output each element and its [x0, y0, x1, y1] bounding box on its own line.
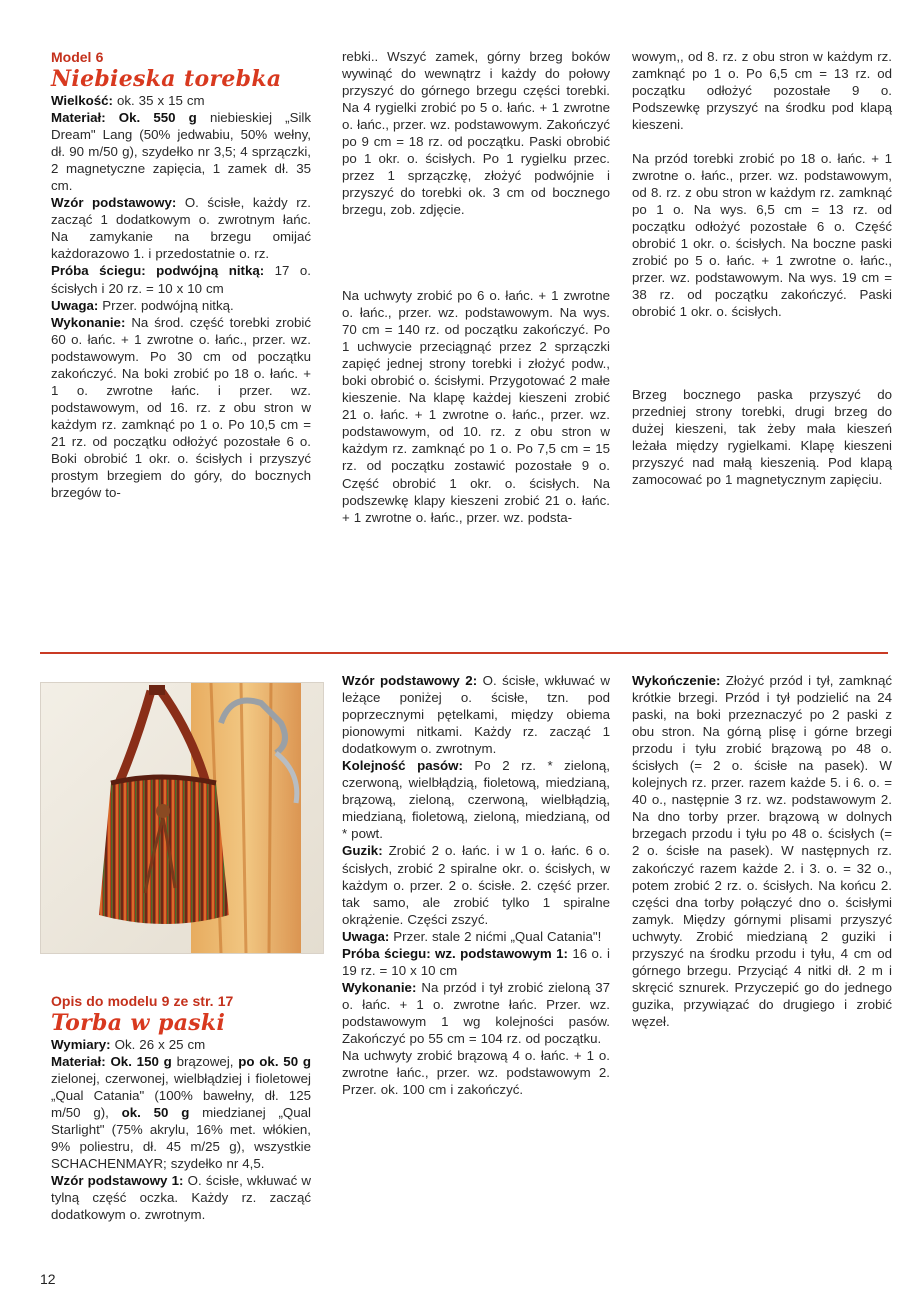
model9-stripe-order: Kolejność pasów: Po 2 rz. * zieloną, czerwoną, wielbłądzią, fioletową, miedzianą, brązową, zieloną, czerwoną, wielbłądzią, miedzianą, fioletową, zieloną, miedzianą, od * powt.	[342, 758, 610, 842]
model6-pattern: Wzór podstawowy: O. ścisłe, każdy rz. zacząć 1 dodatkowym o. zwrotnym łańc. Na zamykanie na brzegu omijać każdorazowo 1. i przedostatnie o. rz.	[51, 195, 311, 262]
model6-label: Model 6	[51, 49, 104, 65]
model6-final	[632, 386, 892, 488]
model9-execution: Wykonanie: Na przód i tył zrobić zieloną 37 o. łańc. + 1 o. zwrotne łańc. Przer. wz. podstawowym 1 wg kolejności pasów. Zakończyć po 55 cm = 104 rz. od początku.	[342, 979, 610, 1046]
model9-gauge: Próba ściegu: wz. podstawowym 1: 16 o. i 19 rz. = 10 x 10 cm	[342, 945, 610, 978]
model6-execution-cont: rebki.. Wszyć zamek, górny brzeg boków wywinąć do wewnątrz i każdy do połowy przyszyć do górnego brzegu części torebki. Na 4 rygielki zrobić po 5 o. łańc. + 1 zwrotne o. łańc., przer. wz. podstawowym. Zakończyć po 9 cm = 18 rz. od początku. Paski obrobić po 1 okr. o. ścisłych. Po 1 rygielku przec. przez 1 sprzączkę, złożyć podwójnie i przyszyć do torebki ok. 3 cm od bocznego brzegu, zob. zdjęcie.	[342, 49, 610, 218]
model9-pattern2: Wzór podstawowy 2: O. ścisłe, wkłuwać w leżące poniżej o. ścisłe, tzn. pod poprzecznymi pętelkami, między obiema pionowymi nitkami. Każdy rz. zacząć 1 dodatkowym o. zwrotnym.	[342, 673, 610, 757]
model9-pattern1: Wzór podstawowy 1: O. ścisłe, wkłuwać w tylną część oczka. Każdy rz. zacząć dodatkowym o. zwrotnym.	[51, 1173, 311, 1223]
model6-execution: Wykonanie: Na środ. część torebki zrobić 60 o. łańc. + 1 zwrotne o. łańc., przer. wz. podstawowym. Po 30 cm od początku zakończyć. Na boki zrobić po 18 o. łańc. + 1 o. zwrotne łańc. i przer. wz. podstawowym, od 16. rz. z obu stron w każdym rz. zamknąć po 1 o. Po 10,5 cm = 21 rz. od początku odłożyć pozostałe 6 o. Boki obrobić 1 okr. o. ścisłych i przyszyć prostym brzegiem do góry, do bocznych brzegów to-	[51, 314, 311, 501]
striped-bag-image	[41, 683, 323, 953]
model9-column-3	[632, 672, 892, 1030]
model6-column-1	[51, 48, 311, 501]
model6-handles-col	[342, 287, 610, 526]
model9-material: Materiał: Ok. 150 g brązowej, po ok. 50 g zielonej, czerwonej, wielbłądziej i fioletowej „Qual Catania" (100% bawełny, dł. 125 m/50 g), ok. 50 g miedzianej „Qual Starlight" (75% akrylu, 16% met. włókien, 9% poliestru, dł. 45 m/25 g), wszystkie SCHACHENMAYR; szydełko nr 4,5.	[51, 1054, 311, 1172]
model6-gauge: Próba ściegu: podwójną nitką: 17 o. ścisłych i 20 rz. = 10 x 10 cm	[51, 263, 311, 296]
model9-finishing: Wykończenie: Złożyć przód i tył, zamknąć krótkie brzegi. Przód i tył podzielić na 24 paski, na boki przeznaczyć po 2 paski z obu stron. Na górną plisę i górne brzegi przodu i tyłu zrobić brązową po 48 o. ścisłych (= 2 o. ścisłe na pasek). W kolejnych rz. przer. razem każde 5. i 6. o. = 40 o., następnie 3 rz. wz. podstawowym 2. Na dno torby przer. brązową w dolnych brzegach przodu i tyłu po 48 o. ścisłych (= 2 o. ścisłe na pasek). W następnych rz. zakończyć razem każde 2. i 3. o. = 32 o., potem zrobić 2 rz. o. ścisłych. Na końcu 2. części dna torby połączyć dno o. ścisłymi zamyk. Między górnymi plisami przyszyć uchwyty. Zrobić miedzianą 2 guziki i przyszyć na środku przodu i tyłu, 4 cm od górnego brzegu. Przyciąć 4 nitki dł. 2 m i skręcić sznurek. Przyczepić go do jednego guzika, przywiązać do drugiego i zrobić węzeł.	[632, 673, 892, 1029]
model6-size: Wielkość: ok. 35 x 15 cm	[51, 93, 205, 108]
model6-column-3	[632, 48, 892, 133]
section-divider	[40, 652, 888, 654]
model6-column-2	[342, 48, 610, 218]
model9-dimensions: Wymiary: Ok. 26 x 25 cm	[51, 1037, 206, 1052]
model6-final-text: Brzeg bocznego paska przyszyć do przedniej strony torebki, drugi brzeg do dużej kieszeni, tak żeby mała kieszeń leżała między rygielkami. Klapę kieszeni przyszyć nad małą kieszenią. Pod klapą zamocować po 1 magnetycznym zapięciu.	[632, 387, 892, 488]
model6-note: Uwaga: Przer. podwójną nitką.	[51, 297, 234, 313]
model9-title: Torba w paski	[51, 1010, 226, 1036]
model6-handles-text: Na uchwyty zrobić po 6 o. łańc. + 1 zwrotne o. łańc., przer. wz. podstawowym. Na wys. 70 cm = 140 rz. od początku zakończyć. Po 1 uchwycie przeciągnąć przez 2 sprzączki zapięć jednej strony torebki i złożyć podw., boki obrobić o. ścisłymi. Przygotować 2 małe kieszenie. Na klapę każdej kieszeni zrobić 21 o. łańc. + 1 zwrotne o. łańc., przer. wz. podstawowym, od 10. rz. z obu stron w każdym rz. zamknąć po 1 o. Po 7,5 cm = 15 rz. od początku zostawić pozostałe 9 o. Część obrobić 1 okr. o. ścisłych. Na podszewkę klapy kieszeni zrobić 21 o. łańc. + 1 zwrotne o. łańc., przer. wz. podsta-	[342, 288, 610, 525]
model9-column-2	[342, 672, 610, 1098]
model6-title: Niebieska torebka	[51, 66, 282, 92]
model6-front	[632, 150, 892, 320]
model9-button: Guzik: Zrobić 2 o. łańc. i w 1 o. łańc. 6 o. ścisłych, zrobić 2 spiralne okr. o. ścisłych, w każdym o. przer. 2 o. ścisłe. 2. część przer. tak samo, ale zrobić tylko 1 spiralne okrążenie. Części zszyć.	[342, 843, 610, 927]
model6-lining-cont: wowym,, od 8. rz. z obu stron w każdym rz. zamknąć po 1 o. Po 6,5 cm = 13 rz. od początku odłożyć pozostałe 9 o. Podszewkę przyszyć na środku pod klapą kieszeni.	[632, 49, 892, 133]
model6-front-text: Na przód torebki zrobić po 18 o. łańc. + 1 zwrotne o. łańc., przer. wz. podstawowym, od 8. rz. z obu stron w każdym rz. zamknąć po 1 o. Na wys. 6,5 cm = 13 rz. od początku odłożyć pozostałe 6 o. Część obrobić 1 okr. o. ścisłych. Na boczne paski zrobić po 5 o. łańc. + 1 zwrotne o. łańc., przer. wz. podstawowym. Na wys. 19 cm = 38 rz. od początku zakończyć. Paski obrobić 1 okr. o. ścisłych.	[632, 151, 892, 320]
bag-photo	[40, 682, 324, 954]
model9-label: Opis do modelu 9 ze str. 17	[51, 993, 234, 1009]
model9-note: Uwaga: Przer. stale 2 nićmi „Qual Catania"!	[342, 928, 602, 944]
model9-column-1	[51, 992, 311, 1224]
page-number: 12	[40, 1271, 56, 1287]
model9-handles: Na uchwyty zrobić brązową 4 o. łańc. + 1 o. zwrotne łańc., przer. wz. podstawowym 2. Przer. ok. 100 cm i zakończyć.	[342, 1048, 610, 1098]
model6-material: Materiał: Ok. 550 g niebieskiej „Silk Dream" Lang (50% jedwabiu, 50% wełny, dł. 90 m/50 g), szydełko nr 3,5; 4 sprzączki, 2 magnetyczne zapięcia, 1 zamek dł. 35 cm.	[51, 110, 312, 194]
